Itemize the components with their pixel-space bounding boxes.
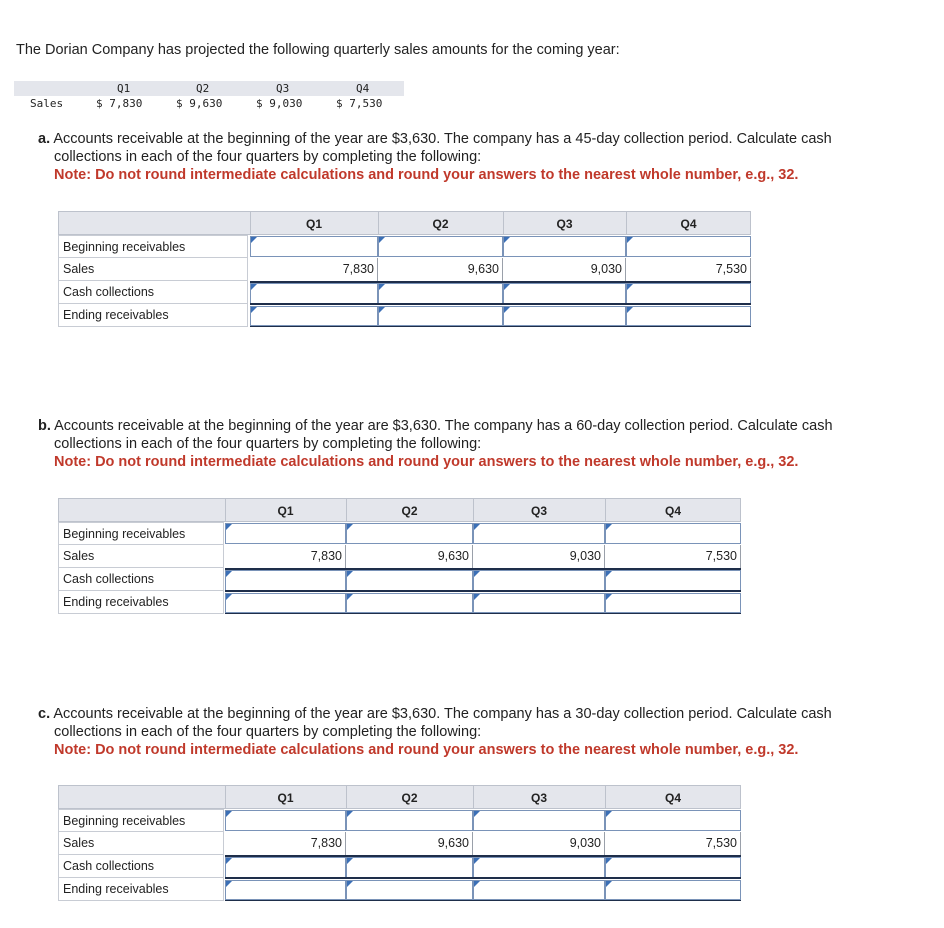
table-a-row-label-1: Beginning receivables <box>58 235 248 258</box>
column-divider <box>225 785 226 809</box>
part-a-note: Note: Do not round intermediate calculations and round your answers to the nearest whole number, e.g., 32. <box>54 167 799 183</box>
part-c-line2: collections in each of the four quarters by completing the following: <box>54 724 482 740</box>
bottom-rule <box>626 326 751 327</box>
proj-header-q3: Q3 <box>276 82 290 95</box>
bottom-rule <box>378 326 503 327</box>
table-b-ending-receivables-input-q4[interactable] <box>605 593 741 613</box>
bottom-rule <box>225 613 346 614</box>
table-b-cash-collections-input-q2[interactable] <box>346 570 473 591</box>
column-divider <box>473 498 474 522</box>
column-divider <box>605 785 606 809</box>
table-b-header-q4: Q4 <box>664 504 681 518</box>
proj-value-q4: $ 7,530 <box>336 97 383 110</box>
table-b-sales-value-q2: 9,630 <box>346 545 473 568</box>
bottom-rule <box>605 900 741 901</box>
column-divider <box>225 498 226 522</box>
table-c-beginning-receivables-input-q3[interactable] <box>473 810 605 831</box>
column-divider <box>346 785 347 809</box>
table-a-row-label-4: Ending receivables <box>58 304 248 327</box>
table-a-beginning-receivables-input-q1[interactable] <box>250 236 378 257</box>
table-c-row-label-2: Sales <box>58 832 224 855</box>
table-b-row-label-4: Ending receivables <box>58 591 224 614</box>
table-c-ending-receivables-input-q3[interactable] <box>473 880 605 900</box>
table-b-beginning-receivables-input-q1[interactable] <box>225 523 346 544</box>
table-b-sales-value-q4: 7,530 <box>605 545 741 568</box>
table-a-header-q1: Q1 <box>305 217 322 231</box>
table-a-sales-value-q4: 7,530 <box>626 258 751 281</box>
table-c-beginning-receivables-input-q1[interactable] <box>225 810 346 831</box>
part-b-line1: Accounts receivable at the beginning of the year are $3,630. The company has a 60-day collection period. Calculate cash <box>50 418 833 434</box>
table-b-beginning-receivables-input-q3[interactable] <box>473 523 605 544</box>
table-a-header-q2: Q2 <box>432 217 449 231</box>
table-c-cash-collections-input-q1[interactable] <box>225 857 346 878</box>
part-b-lead: b. <box>38 418 51 434</box>
proj-header-q2: Q2 <box>196 82 210 95</box>
proj-header-q1: Q1 <box>117 82 131 95</box>
table-a-header-q3: Q3 <box>556 217 573 231</box>
bottom-rule <box>346 900 473 901</box>
column-divider <box>250 211 251 235</box>
table-a-beginning-receivables-input-q3[interactable] <box>503 236 626 257</box>
table-c-ending-receivables-input-q1[interactable] <box>225 880 346 900</box>
table-a-ending-receivables-input-q2[interactable] <box>378 306 503 326</box>
column-divider <box>626 211 627 235</box>
table-b-header-q3: Q3 <box>530 504 547 518</box>
table-c-row-label-4: Ending receivables <box>58 878 224 901</box>
table-c-header-q3: Q3 <box>530 791 547 805</box>
bottom-rule <box>503 326 626 327</box>
table-b-row-label-2: Sales <box>58 545 224 568</box>
part-b-instructions <box>38 417 918 471</box>
table-a-cash-collections-input-q1[interactable] <box>250 283 378 304</box>
table-c-row-label-3: Cash collections <box>58 855 224 878</box>
table-a-header-q4: Q4 <box>680 217 697 231</box>
column-divider <box>605 498 606 522</box>
column-divider <box>503 211 504 235</box>
table-b-beginning-receivables-input-q4[interactable] <box>605 523 741 544</box>
table-a-row-label-3: Cash collections <box>58 281 248 304</box>
table-c-sales-value-q2: 9,630 <box>346 832 473 855</box>
table-c-beginning-receivables-input-q4[interactable] <box>605 810 741 831</box>
table-a-ending-receivables-input-q4[interactable] <box>626 306 751 326</box>
table-c-cash-collections-input-q2[interactable] <box>346 857 473 878</box>
table-a-sales-value-q1: 7,830 <box>250 258 378 281</box>
bottom-rule <box>250 326 378 327</box>
table-b-sales-value-q1: 7,830 <box>225 545 346 568</box>
table-c-ending-receivables-input-q2[interactable] <box>346 880 473 900</box>
part-a-lead: a. <box>38 131 51 147</box>
table-b-cash-collections-input-q3[interactable] <box>473 570 605 591</box>
bottom-rule <box>473 900 605 901</box>
proj-row-label: Sales <box>30 97 64 110</box>
proj-value-q1: $ 7,830 <box>96 97 143 110</box>
table-a-sales-value-q2: 9,630 <box>378 258 503 281</box>
part-a-line1: Accounts receivable at the beginning of the year are $3,630. The company has a 45-day collection period. Calculate cash <box>50 131 832 147</box>
column-divider <box>378 211 379 235</box>
table-c-sales-value-q1: 7,830 <box>225 832 346 855</box>
table-b-cash-collections-input-q1[interactable] <box>225 570 346 591</box>
bottom-rule <box>605 613 741 614</box>
table-a-cash-collections-input-q2[interactable] <box>378 283 503 304</box>
intro-text: The Dorian Company has projected the following quarterly sales amounts for the coming year: <box>16 42 620 58</box>
table-c-cash-collections-input-q4[interactable] <box>605 857 741 878</box>
part-c-lead: c. <box>38 706 51 722</box>
table-c-sales-value-q3: 9,030 <box>473 832 605 855</box>
table-c-cash-collections-input-q3[interactable] <box>473 857 605 878</box>
table-c-header-q2: Q2 <box>401 791 418 805</box>
table-b-ending-receivables-input-q3[interactable] <box>473 593 605 613</box>
table-c-beginning-receivables-input-q2[interactable] <box>346 810 473 831</box>
table-c-ending-receivables-input-q4[interactable] <box>605 880 741 900</box>
bottom-rule <box>225 900 346 901</box>
table-c-sales-value-q4: 7,530 <box>605 832 741 855</box>
part-a-line2: collections in each of the four quarters by completing the following: <box>54 149 482 165</box>
table-a-ending-receivables-input-q3[interactable] <box>503 306 626 326</box>
table-a-row-label-2: Sales <box>58 258 248 281</box>
table-b-beginning-receivables-input-q2[interactable] <box>346 523 473 544</box>
table-a-beginning-receivables-input-q2[interactable] <box>378 236 503 257</box>
table-b-header-q1: Q1 <box>277 504 294 518</box>
part-c-note: Note: Do not round intermediate calculations and round your answers to the nearest whole number, e.g., 32. <box>54 742 799 758</box>
table-a-beginning-receivables-input-q4[interactable] <box>626 236 751 257</box>
bottom-rule <box>473 613 605 614</box>
table-c-header-q4: Q4 <box>664 791 681 805</box>
column-divider <box>473 785 474 809</box>
table-a-cash-collections-input-q4[interactable] <box>626 283 751 304</box>
table-c-row-label-1: Beginning receivables <box>58 809 224 832</box>
table-b-row-label-3: Cash collections <box>58 568 224 591</box>
column-divider <box>346 498 347 522</box>
table-a-sales-value-q3: 9,030 <box>503 258 626 281</box>
proj-value-q3: $ 9,030 <box>256 97 303 110</box>
table-c-header-q1: Q1 <box>277 791 294 805</box>
table-b-ending-receivables-input-q1[interactable] <box>225 593 346 613</box>
table-a-cash-collections-input-q3[interactable] <box>503 283 626 304</box>
part-a-instructions <box>38 130 918 184</box>
table-b-cash-collections-input-q4[interactable] <box>605 570 741 591</box>
table-b-sales-value-q3: 9,030 <box>473 545 605 568</box>
table-b-header-q2: Q2 <box>401 504 418 518</box>
part-b-note: Note: Do not round intermediate calculations and round your answers to the nearest whole number, e.g., 32. <box>54 454 799 470</box>
table-b-row-label-1: Beginning receivables <box>58 522 224 545</box>
part-b-line2: collections in each of the four quarters by completing the following: <box>54 436 482 452</box>
bottom-rule <box>346 613 473 614</box>
proj-header-q4: Q4 <box>356 82 370 95</box>
proj-value-q2: $ 9,630 <box>176 97 223 110</box>
part-c-instructions <box>38 705 918 759</box>
part-c-line1: Accounts receivable at the beginning of the year are $3,630. The company has a 30-day collection period. Calculate cash <box>50 706 832 722</box>
table-a-ending-receivables-input-q1[interactable] <box>250 306 378 326</box>
table-b-ending-receivables-input-q2[interactable] <box>346 593 473 613</box>
